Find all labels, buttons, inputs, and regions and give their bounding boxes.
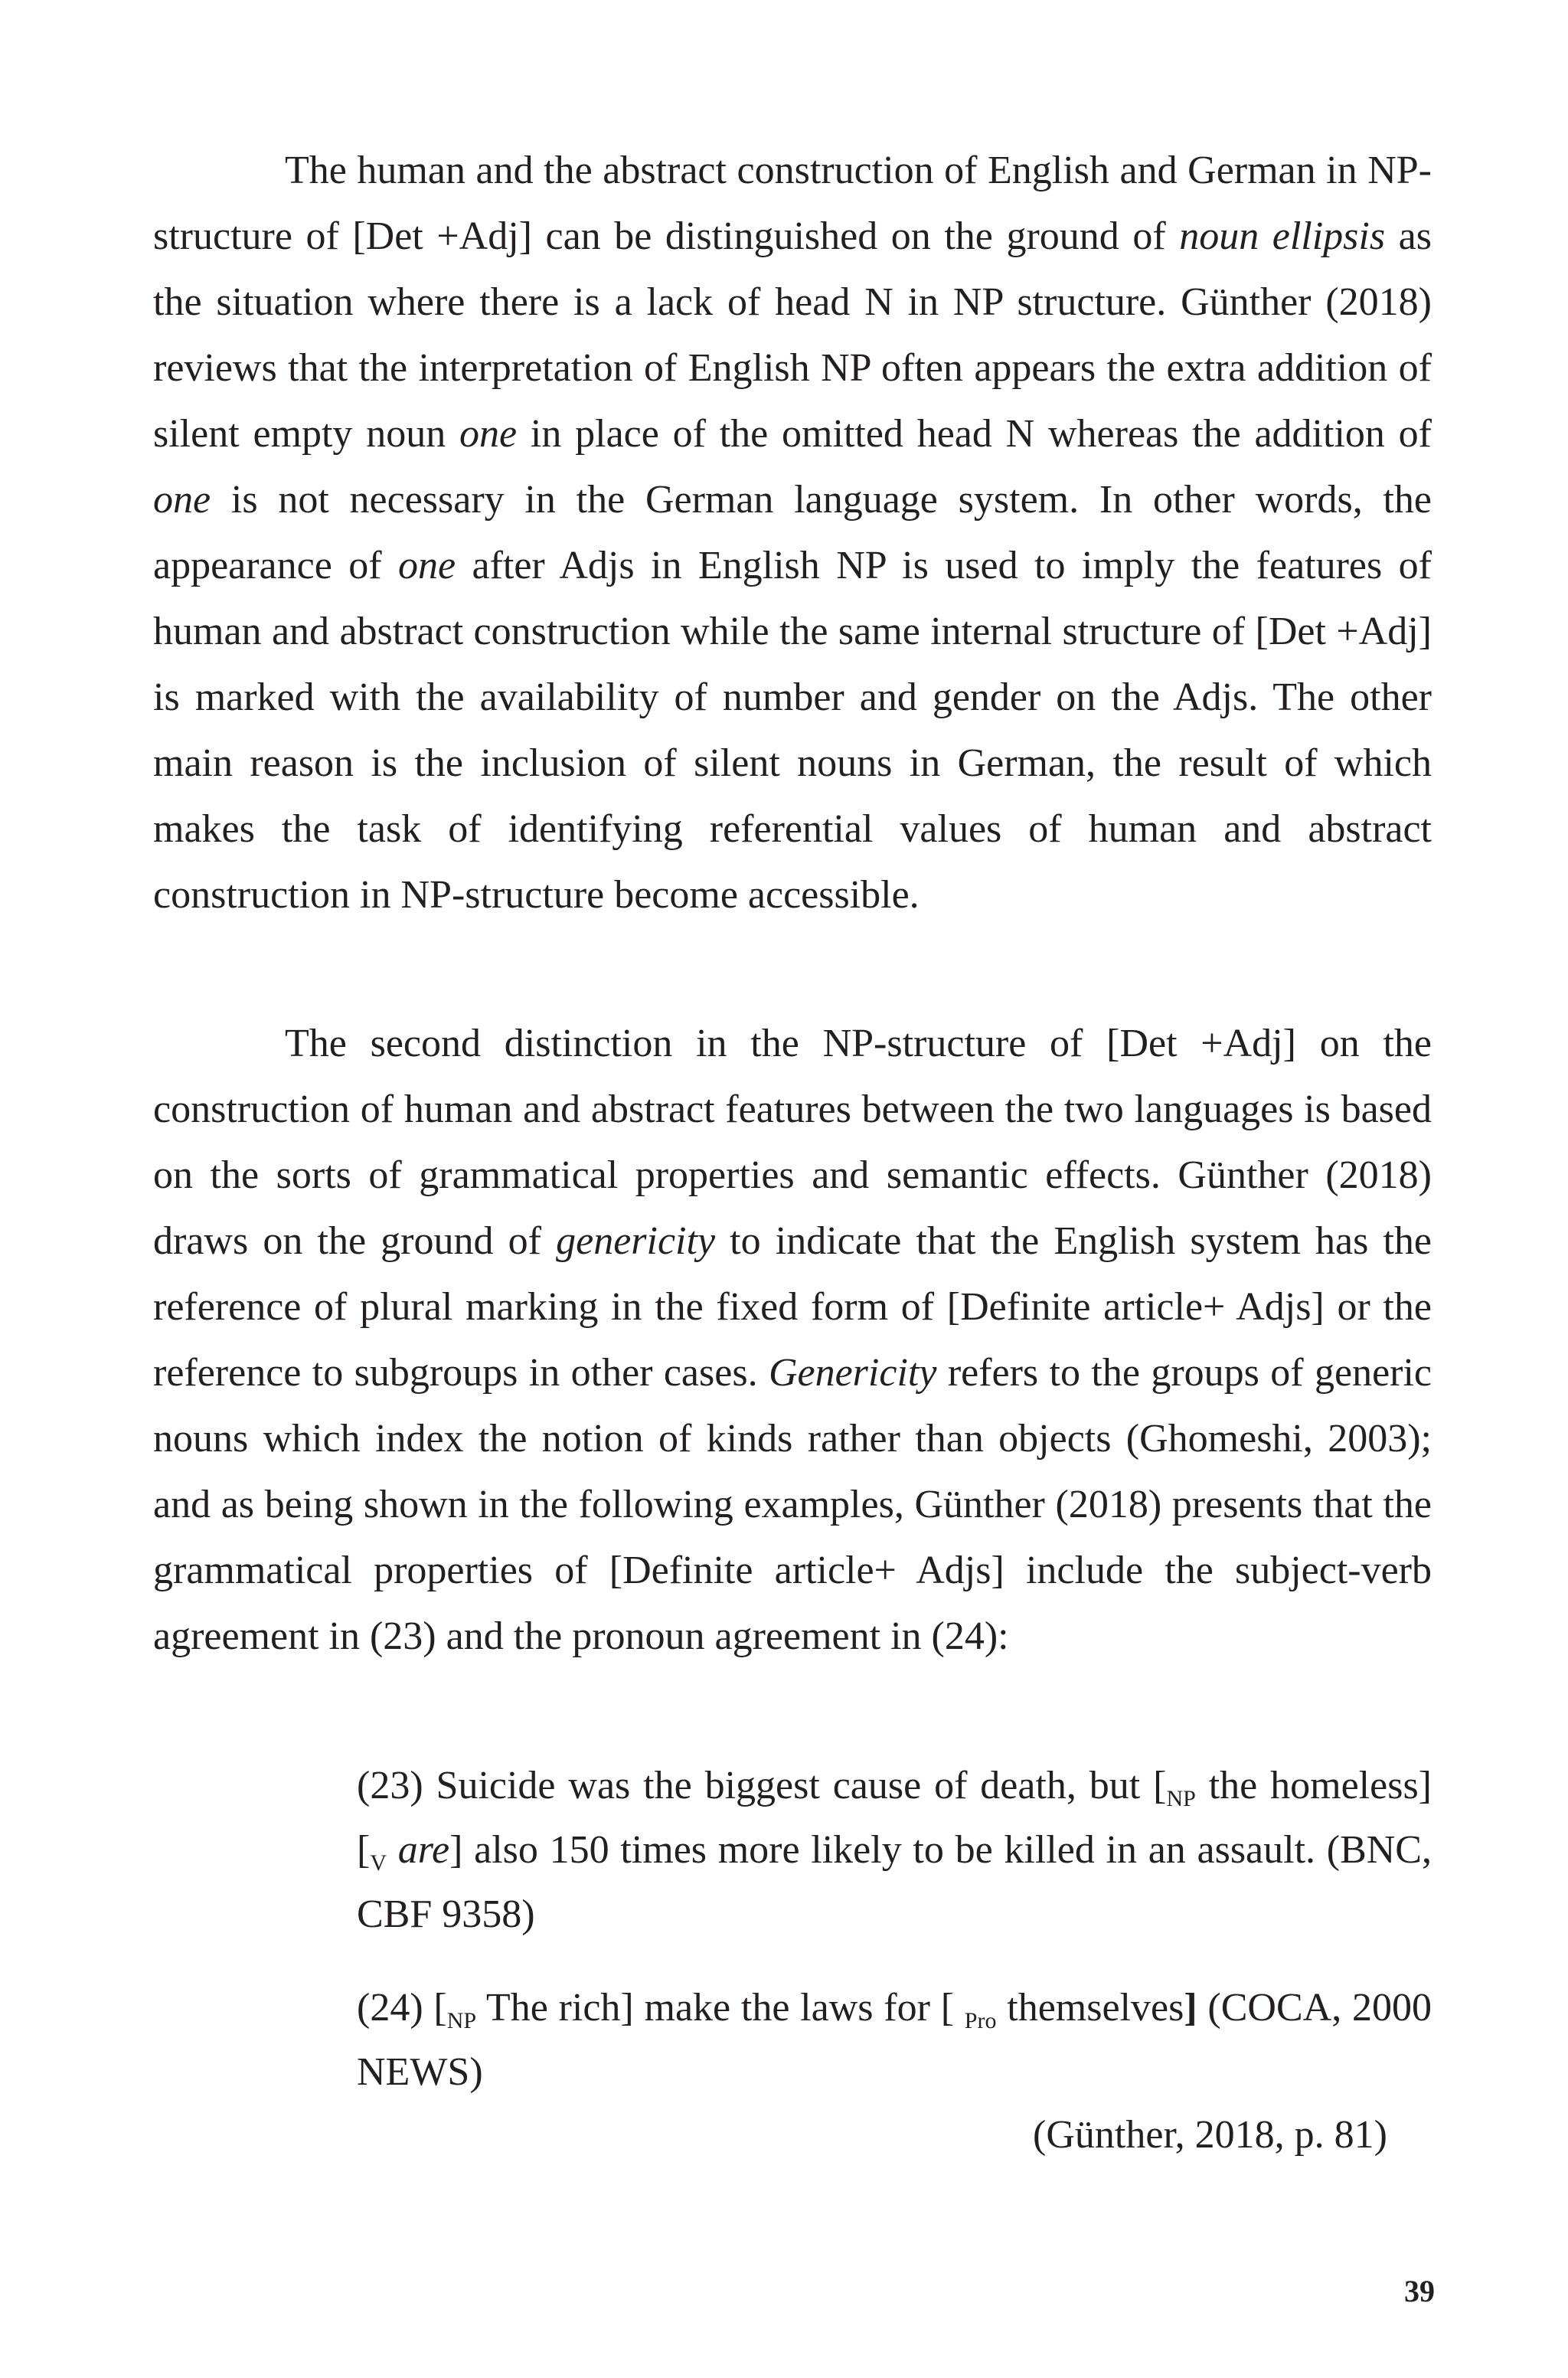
- source-citation: (Günther, 2018, p. 81): [1033, 2113, 1387, 2157]
- text-run: The second distinction in the NP-structure of [Det +Adj] on the construction of human and abstract features between the two languages is based on the sorts of grammatical properties and semantic effects. Günther (2018) draws on the ground of: [153, 1022, 1432, 1263]
- verb-subscript: V: [370, 1850, 387, 1876]
- page-number: 39: [1404, 2274, 1435, 2308]
- italic-term: Genericity: [768, 1351, 937, 1395]
- text-run: themselves: [996, 1986, 1184, 2030]
- text-run: is not necessary in the German language system. In other words, the appearance of: [153, 478, 1432, 587]
- text-run: (COCA, 2000 NEWS): [357, 1986, 1432, 2094]
- text-run: the homeless] [: [357, 1764, 1432, 1872]
- italic-term: one: [459, 412, 518, 456]
- paragraph-genericity: [153, 1011, 1432, 1670]
- italic-term: noun ellipsis: [1179, 214, 1386, 258]
- italic-term: genericity: [556, 1219, 716, 1263]
- italic-term: one: [397, 544, 456, 587]
- np-subscript: NP: [446, 2008, 477, 2033]
- text-run: as the situation where there is a lack of head N in NP structure. Günther (2018) reviews that the interpretation of English NP often appears the extra addition of silent empty noun: [153, 214, 1432, 456]
- text-run: refers to the groups of generic nouns which index the notion of kinds rather than objects (Ghomeshi, 2003); and as being shown in the following examples, Günther (2018) presents that the grammatical properties of [Definite article+ Adjs] include the subject-verb agreement in (23) and the pronoun agreement in (24):: [153, 1351, 1432, 1658]
- text-run: The rich] make the laws for [: [476, 1986, 965, 2030]
- paragraph-noun-ellipsis: [153, 138, 1432, 928]
- example-24: [357, 1976, 1432, 2105]
- italic-term: are: [387, 1828, 450, 1872]
- text-run: (23) Suicide was the biggest cause of death, but [: [357, 1764, 1167, 1807]
- italic-term: one: [153, 478, 211, 522]
- text-run: The human and the abstract construction of English and German in NP-structure of [Det +Adj] can be distinguished on the ground of: [153, 149, 1432, 258]
- text-run: in place of the omitted head N whereas the addition of: [517, 412, 1432, 456]
- bold-bracket: ]: [1184, 1986, 1197, 2030]
- text-run: ] also 150 times more likely to be killed in an assault. (BNC, CBF 9358): [357, 1828, 1432, 1936]
- text-run: after Adjs in English NP is used to imply the features of human and abstract construction while the same internal structure of [Det +Adj] is marked with the availability of number and gender on the Adjs. The other main reason is the inclusion of silent nouns in German, the result of which makes the task of identifying referential values of human and abstract construction in NP-structure become accessible.: [153, 544, 1432, 917]
- pronoun-subscript: Pro: [964, 2008, 997, 2033]
- example-23: [357, 1754, 1432, 1947]
- text-run: to indicate that the English system has the reference of plural marking in the fixed form of [Definite article+ Adjs] or the reference to subgroups in other cases.: [153, 1219, 1432, 1395]
- np-subscript: NP: [1166, 1786, 1196, 1811]
- text-run: (24) [: [357, 1986, 447, 2030]
